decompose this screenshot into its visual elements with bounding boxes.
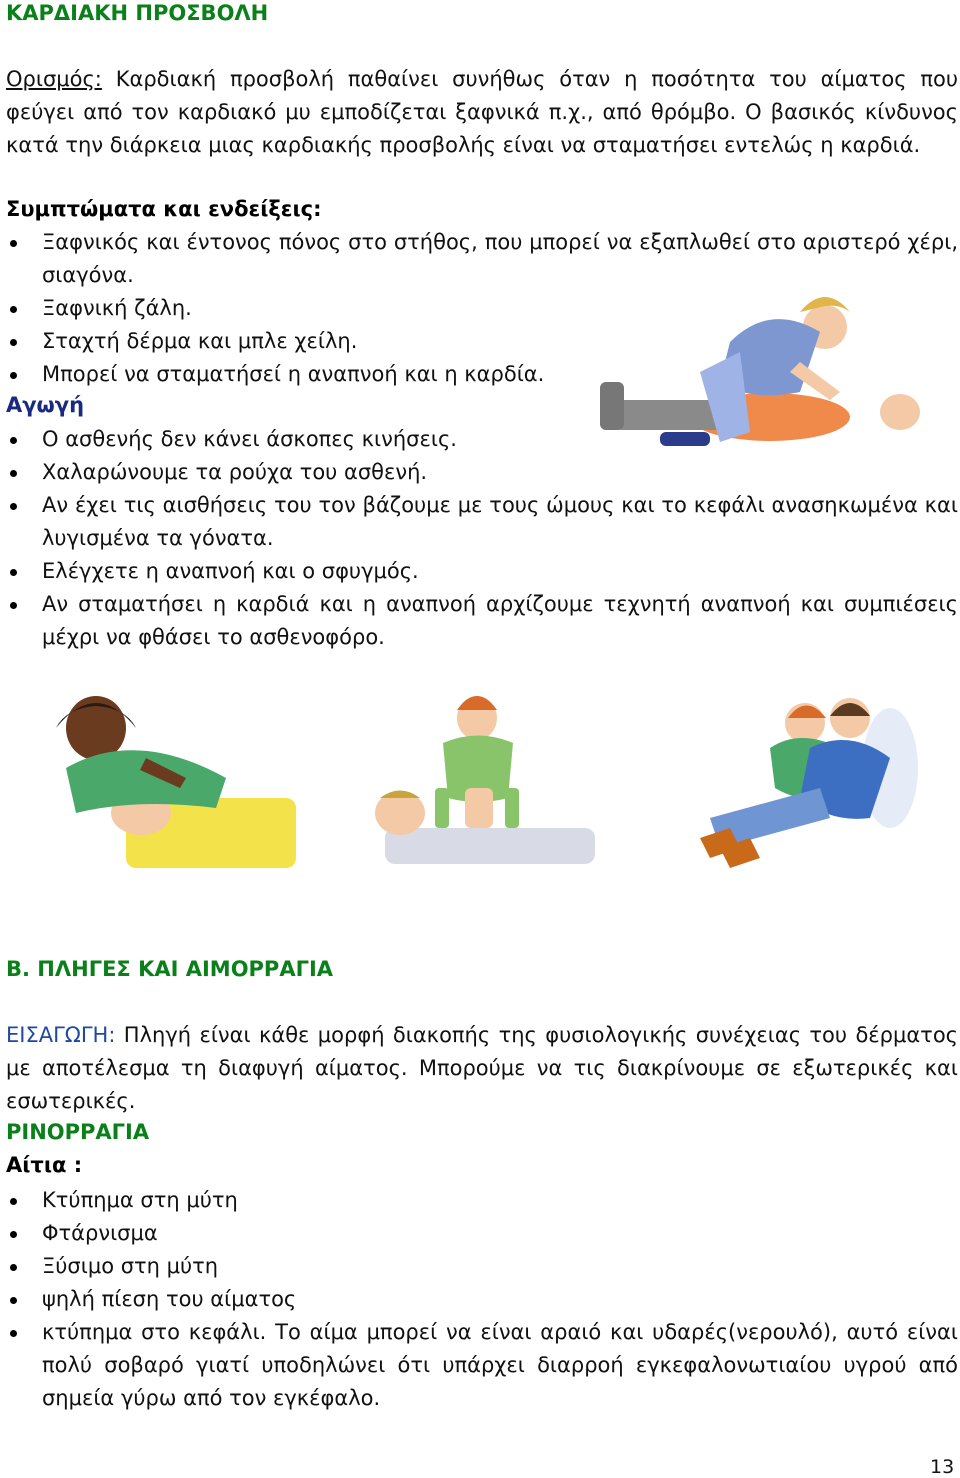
list-item: Ξαφνικός και έντονος πόνος στο στήθος, που μπορεί να εξαπλωθεί στο αριστερό χέρι, σιαγόνα. [6, 226, 958, 292]
rescue-breathing-illustration [36, 688, 296, 878]
bullet-icon [10, 503, 17, 510]
bullet-icon [10, 339, 17, 346]
intro-text: Πληγή είναι κάθε μορφή διακοπής της φυσιολογικής συνέχειας του δέρματος με αποτέλεσμα τη διαφυγή αίματος. Μπορούμε να τις διακρίνουμε σε εξωτερικές και εσωτερικές. [6, 1023, 958, 1113]
list-item: Ο ασθενής δεν κάνει άσκοπες κινήσεις. [6, 423, 958, 456]
bullet-icon [10, 569, 17, 576]
bullet-icon [10, 240, 17, 247]
bullet-icon [10, 602, 17, 609]
list-item: Χαλαρώνουμε τα ρούχα του ασθενή. [6, 456, 958, 489]
bullet-icon [10, 1330, 17, 1337]
list-item: Αν έχει τις αισθήσεις του τον βάζουμε με τους ώμους και το κεφάλι ανασηκωμένα και λυγισμένα τα γόνατα. [6, 489, 958, 555]
recovery-position-illustration [700, 688, 920, 883]
bullet-icon [10, 1297, 17, 1304]
symptoms-heading: Συμπτώματα και ενδείξεις: [6, 197, 322, 221]
list-item: Αν σταματήσει η καρδιά και η αναπνοή αρχίζουμε τεχνητή αναπνοή και συμπιέσεις μέχρι να φθάσει το ασθενοφόρο. [6, 588, 958, 654]
causes-heading: Αίτια : [6, 1153, 83, 1177]
page-number: 13 [930, 1456, 955, 1478]
treatment-heading: Αγωγή [6, 393, 85, 417]
list-item: Ξαφνική ζάλη. [6, 292, 958, 325]
nosebleed-heading: ΡΙΝΟΡΡΑΓΙΑ [6, 1120, 150, 1144]
section-title-wounds-bleeding: Β. ΠΛΗΓΕΣ ΚΑΙ ΑΙΜΟΡΡΑΓΙΑ [6, 957, 334, 981]
list-item: κτύπημα στο κεφάλι. Το αίμα μπορεί να είναι αραιό και υδαρές(νερουλό), αυτό είναι πολύ σοβαρό γιατί υποδηλώνει ότι υπάρχει διαρροή εγκεφαλονωτιαίου υγρού από σημεία γύρω από τον εγκέφαλο. [6, 1316, 958, 1415]
bullet-icon [10, 372, 17, 379]
section-title-heart-attack: ΚΑΡΔΙΑΚΗ ΠΡΟΣΒΟΛΗ [6, 1, 269, 25]
bullet-icon [10, 437, 17, 444]
definition-label: Ορισμός: [6, 67, 102, 91]
bullet-icon [10, 306, 17, 313]
treatment-list [6, 423, 958, 654]
causes-list [6, 1184, 958, 1415]
list-item: Σταχτή δέρμα και μπλε χείλη. [6, 325, 958, 358]
intro-label: ΕΙΣΑΓΩΓΗ: [6, 1023, 116, 1047]
cpr-hands-illustration [365, 688, 600, 883]
bullet-icon [10, 1231, 17, 1238]
bullet-icon [10, 1198, 17, 1205]
definition-paragraph [6, 63, 958, 162]
list-item: Ξύσιμο στη μύτη [6, 1250, 958, 1283]
list-item: Κτύπημα στη μύτη [6, 1184, 958, 1217]
list-item: Μπορεί να σταματήσεί η αναπνοή και η καρδία. [6, 358, 958, 391]
list-item: ψηλή πίεση του αίματος [6, 1283, 958, 1316]
definition-text: Καρδιακή προσβολή παθαίνει συνήθως όταν η ποσότητα του αίματος που φεύγει από τον καρδιακό μυ εμποδίζεται ξαφνικά π.χ., από θρόμβο. Ο βασικός κίνδυνος κατά την διάρκεια μιας καρδιακής προσβολής είναι να σταματήσει εντελώς η καρδιά. [6, 67, 958, 157]
intro-paragraph [6, 1019, 958, 1118]
list-item: Ελέγχετε η αναπνοή και ο σφυγμός. [6, 555, 958, 588]
bullet-icon [10, 470, 17, 477]
list-item: Φτάρνισμα [6, 1217, 958, 1250]
bullet-icon [10, 1264, 17, 1271]
